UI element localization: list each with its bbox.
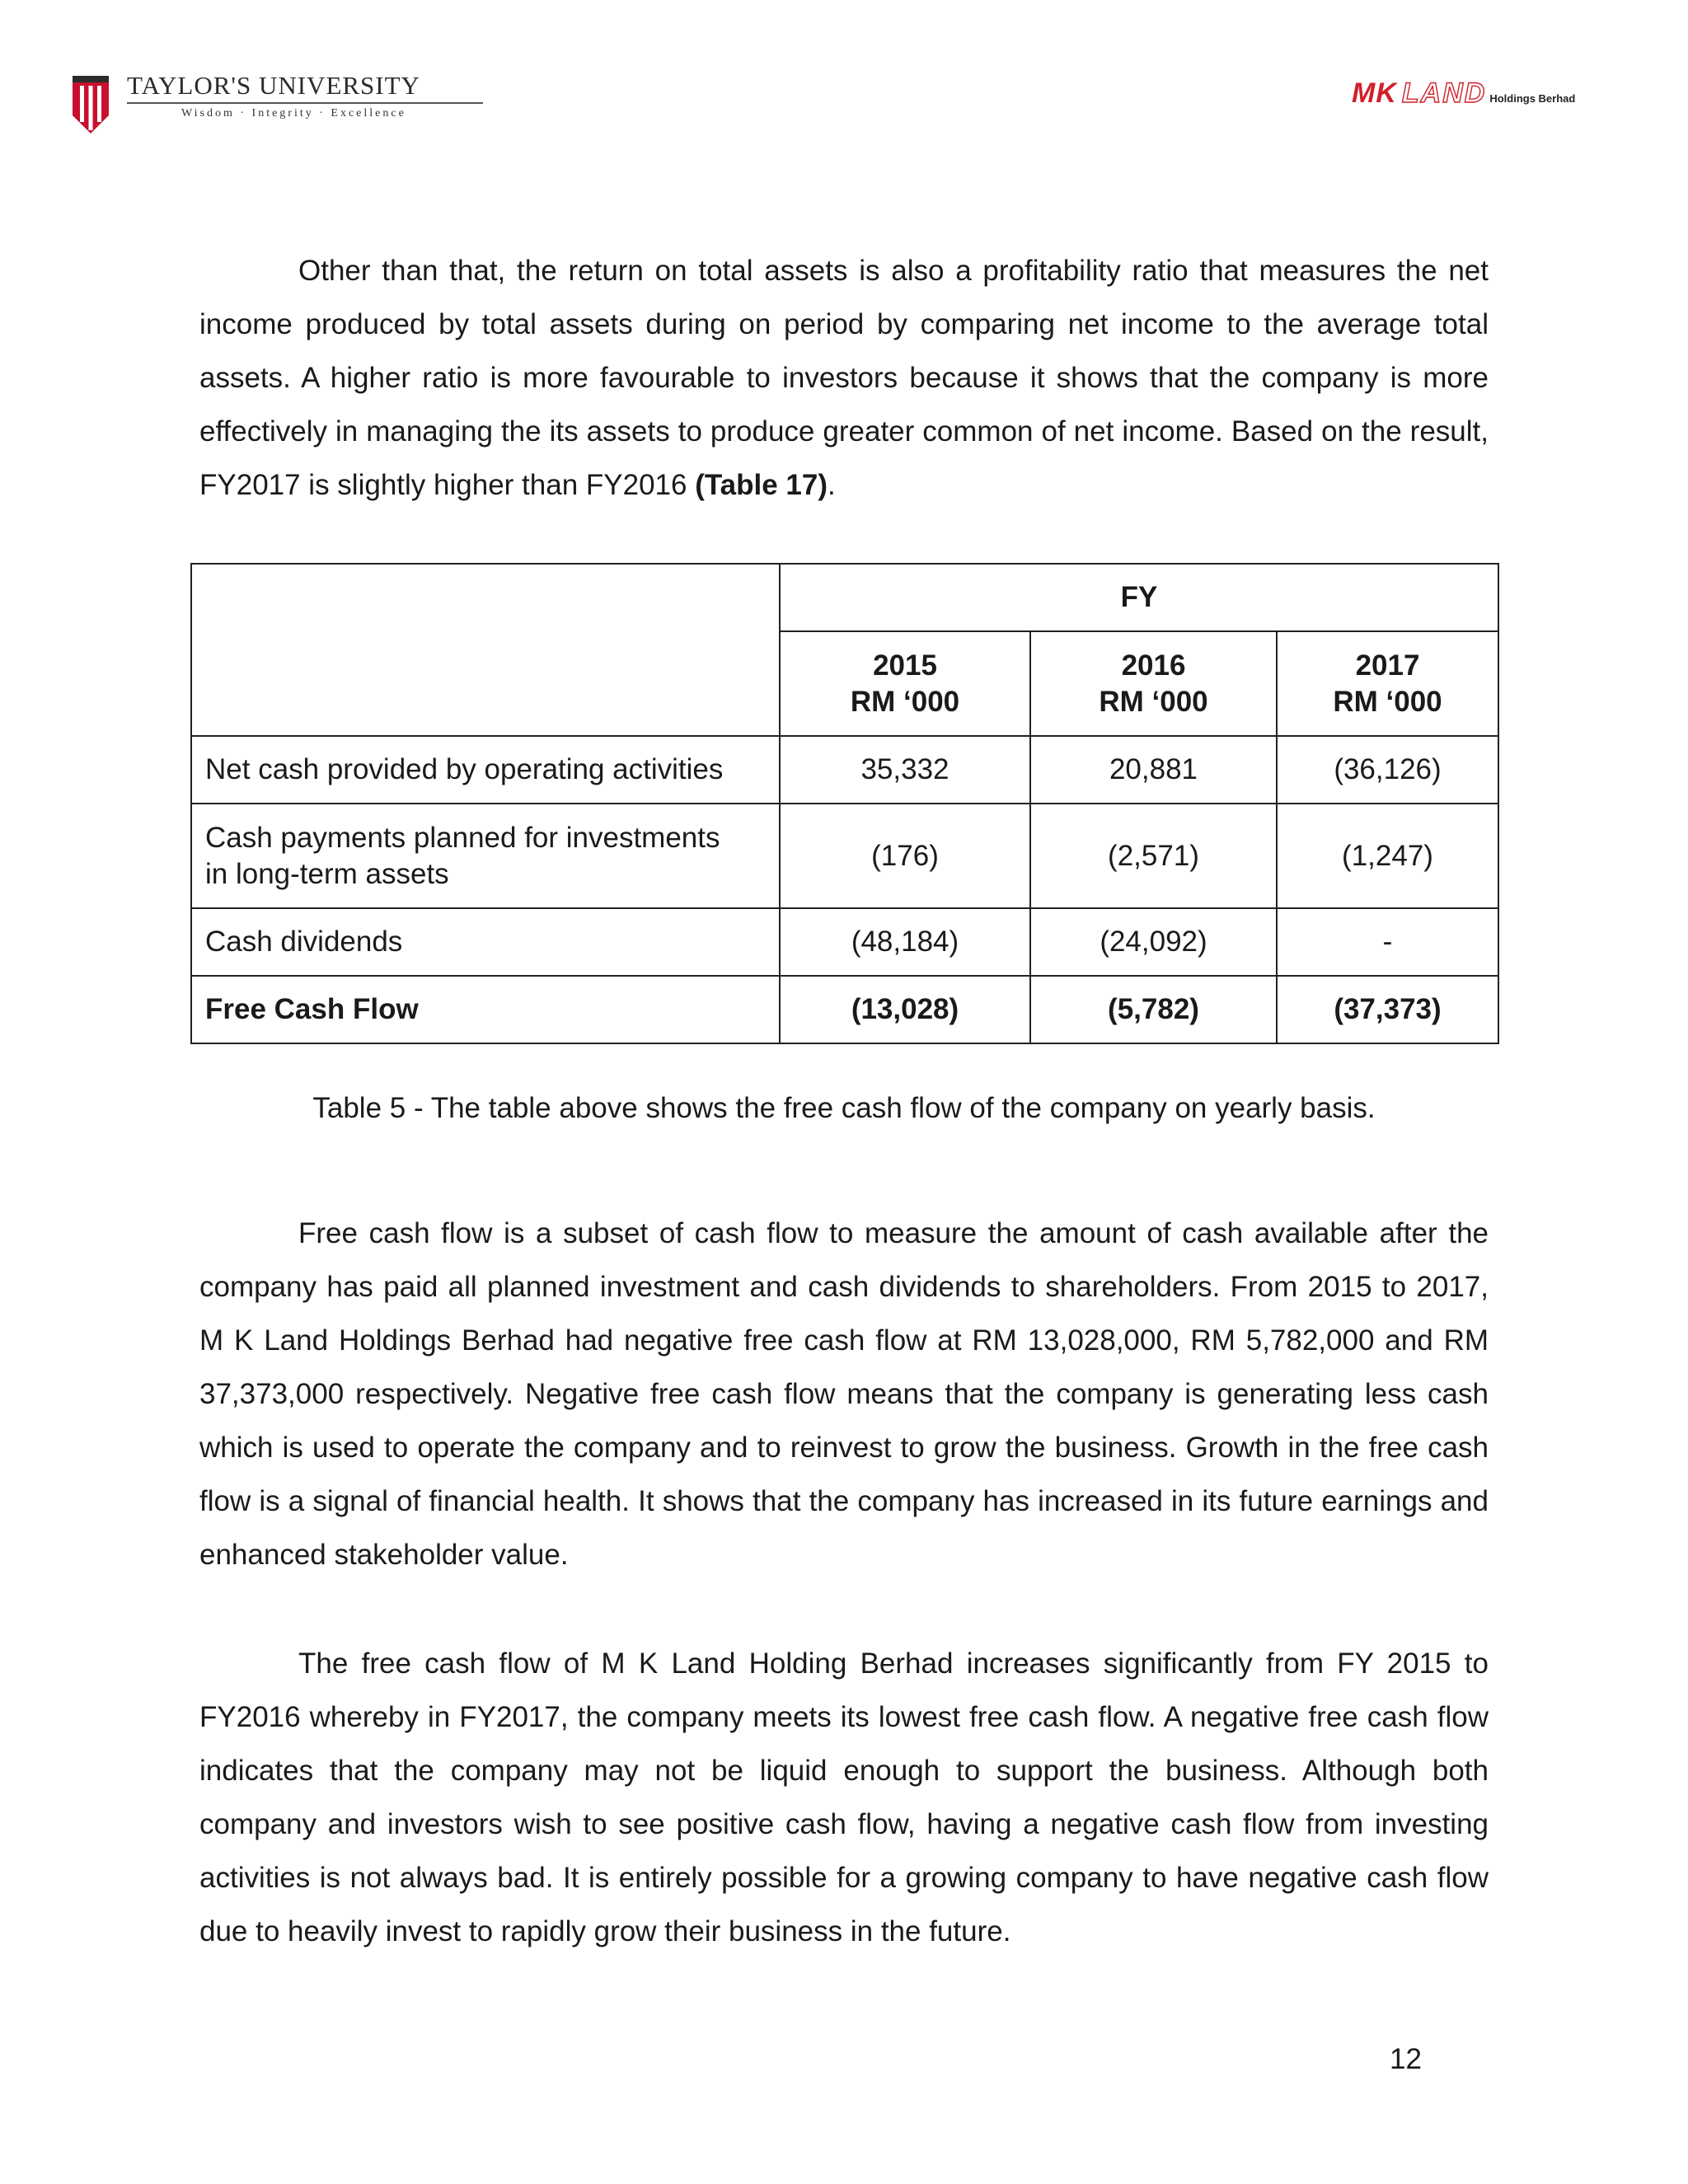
mk-land-logo-mk: MK [1352, 77, 1397, 109]
paragraph-end: . [827, 469, 836, 501]
table-cell: (13,028) [780, 976, 1030, 1043]
paragraph-return-on-assets [199, 244, 1489, 512]
column-header-2015 [780, 631, 1030, 736]
column-year: 2017 [1355, 649, 1420, 682]
table-cell: (1,247) [1277, 804, 1498, 908]
logo-divider [127, 102, 483, 104]
table-cell: (176) [780, 804, 1030, 908]
table-header-row [191, 564, 1498, 631]
university-motto: Wisdom · Integrity · Excellence [181, 107, 406, 120]
table-cell: 35,332 [780, 736, 1030, 804]
column-unit: RM ‘000 [850, 685, 960, 718]
paragraph-free-cash-flow: Free cash flow is a subset of cash flow to measure the amount of cash available after the company has paid all planned investment and cash dividends to shareholders. From 2015 to 2017, M K Land Holdings Berhad had negative free cash flow at RM 13,028,000, RM 5,782,000 and RM 37,373,000 respectively. Negative free cash flow means that the company is generating less cash which is used to operate the company and to reinvest to grow the business. Growth in the free cash flow is a signal of financial health. It shows that the company has increased in its future earnings and enhanced stakeholder value. [199, 1217, 1489, 1571]
free-cash-flow-table [190, 563, 1499, 1044]
paragraph-free-cash-flow-trend: The free cash flow of M K Land Holding Berhad increases significantly from FY 2015 to FY2016 whereby in FY2017, the company meets its lowest free cash flow. A negative free cash flow indicates that the company may not be liquid enough to support the business. Although both company and investors wish to see positive cash flow, having a negative cash flow from investing activities is not always bad. It is entirely possible for a growing company to have negative cash flow due to heavily invest to rapidly grow their business in the future. [199, 1647, 1489, 1947]
column-header-2017 [1277, 631, 1498, 736]
taylors-shield-icon [71, 74, 110, 135]
row-label: Net cash provided by operating activities [191, 736, 780, 804]
table-reference: (Table 17) [695, 469, 828, 501]
column-header-2016 [1030, 631, 1277, 736]
fy-group-header: FY [780, 564, 1498, 631]
mk-land-logo-holdings: Holdings Berhad [1489, 92, 1576, 105]
table-cell: - [1277, 908, 1498, 976]
column-unit: RM ‘000 [1099, 685, 1208, 718]
table-row [191, 908, 1498, 976]
page-number: 12 [1390, 2043, 1422, 2075]
table-total-row [191, 976, 1498, 1043]
table-cell: (37,373) [1277, 976, 1498, 1043]
paragraph-text: Other than that, the return on total assets is also a profitability ratio that measures the net income produced by total assets during on period by comparing net income to the average total assets. A higher ratio is more favourable to investors because it shows that the company is more effectively in managing the its assets to produce greater common of net income. Based on the result, FY2017 is slightly higher than FY2016 [199, 255, 1489, 501]
table-cell: (5,782) [1030, 976, 1277, 1043]
mk-land-logo [1352, 77, 1615, 110]
table-cell: (2,571) [1030, 804, 1277, 908]
row-label: Cash dividends [191, 908, 780, 976]
row-label-line1: Cash payments planned for investments [205, 821, 720, 854]
row-label [191, 804, 780, 908]
column-unit: RM ‘000 [1333, 685, 1442, 718]
table-cell: 20,881 [1030, 736, 1277, 804]
column-year: 2015 [873, 649, 937, 682]
table-row [191, 804, 1498, 908]
table-row [191, 736, 1498, 804]
row-label-line2: in long-term assets [205, 857, 449, 890]
row-label: Free Cash Flow [191, 976, 780, 1043]
column-year: 2016 [1121, 649, 1186, 682]
table-caption: Table 5 - The table above shows the free cash flow of the company on yearly basis. [312, 1092, 1376, 1124]
table-corner-cell [191, 564, 780, 736]
table-cell: (36,126) [1277, 736, 1498, 804]
table-cell: (24,092) [1030, 908, 1277, 976]
mk-land-logo-land: LAND [1401, 77, 1487, 109]
taylors-university-logo [71, 71, 434, 138]
university-name: TAYLOR'S UNIVERSITY [127, 71, 420, 100]
table-cell: (48,184) [780, 908, 1030, 976]
